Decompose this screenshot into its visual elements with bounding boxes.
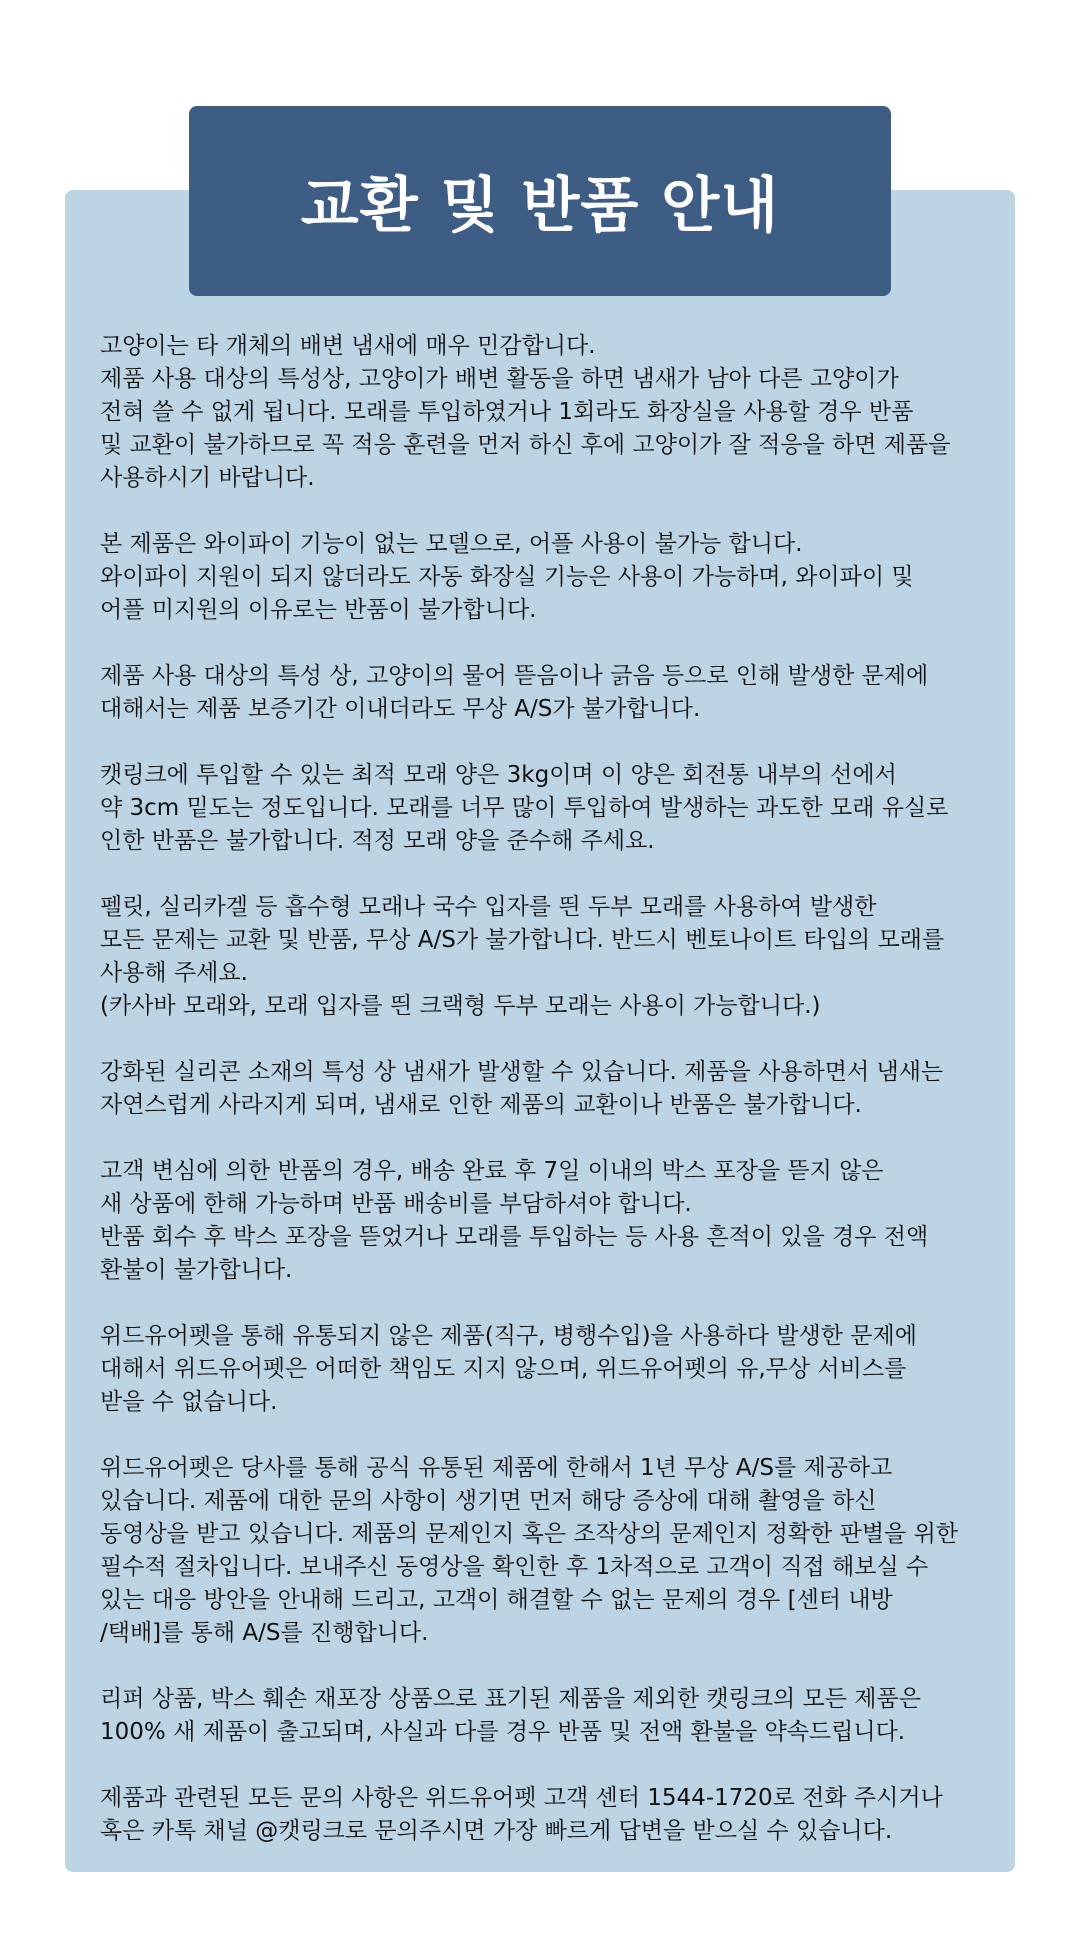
notice-paragraph [100, 1683, 1005, 1749]
paragraph-line: 있는 대응 방안을 안내해 드리고, 고객이 해결할 수 없는 문제의 경우 [센터 내방 [100, 1587, 893, 1613]
paragraph-line: 펠릿, 실리카겔 등 흡수형 모래나 국수 입자를 띈 두부 모래를 사용하여 발생한 [100, 894, 877, 920]
notice-paragraph [100, 1056, 1005, 1122]
paragraph-line: 혹은 카톡 채널 @캣링크로 문의주시면 가장 빠르게 답변을 받으실 수 있습니다. [100, 1818, 893, 1844]
paragraph-line: 강화된 실리콘 소재의 특성 상 냄새가 발생할 수 있습니다. 제품을 사용하면서 냄새는 [100, 1059, 944, 1085]
paragraph-line: 대해서 위드유어펫은 어떠한 책임도 지지 않으며, 위드유어펫의 유,무상 서비스를 [100, 1356, 907, 1382]
paragraph-line: 본 제품은 와이파이 기능이 없는 모델으로, 어플 사용이 불가능 합니다. [100, 531, 803, 557]
paragraph-line: 새 상품에 한해 가능하며 반품 배송비를 부담하셔야 합니다. [100, 1191, 692, 1217]
paragraph-line: 필수적 절차입니다. 보내주신 동영상을 확인한 후 1차적으로 고객이 직접 해보실 수 [100, 1554, 929, 1580]
paragraph-line: 고객 변심에 의한 반품의 경우, 배송 완료 후 7일 이내의 박스 포장을 뜯지 않은 [100, 1158, 884, 1184]
notice-paragraph [100, 1320, 1005, 1419]
paragraph-line: 100% 새 제품이 출고되며, 사실과 다를 경우 반품 및 전액 환불을 약속드립니다. [100, 1719, 906, 1745]
paragraph-line: 및 교환이 불가하므로 꼭 적응 훈련을 먼저 하신 후에 고양이가 잘 적응을 하면 제품을 [100, 432, 951, 458]
paragraph-line: 동영상을 받고 있습니다. 제품의 문제인지 혹은 조작상의 문제인지 정확한 판별을 위한 [100, 1521, 959, 1547]
paragraph-line: 사용하시기 바랍니다. [100, 465, 315, 491]
notice-paragraph [100, 660, 1005, 726]
paragraph-line: 자연스럽게 사라지게 되며, 냄새로 인한 제품의 교환이나 반품은 불가합니다. [100, 1092, 862, 1118]
paragraph-line: 위드유어펫을 통해 유통되지 않은 제품(직구, 병행수입)을 사용하다 발생한 문제에 [100, 1323, 917, 1349]
paragraph-line: 제품과 관련된 모든 문의 사항은 위드유어펫 고객 센터 1544-1720로 전화 주시거나 [100, 1785, 943, 1811]
paragraph-line: 제품 사용 대상의 특성 상, 고양이의 물어 뜯음이나 긁음 등으로 인해 발생한 문제에 [100, 663, 929, 689]
paragraph-line: 받을 수 없습니다. [100, 1389, 278, 1415]
paragraph-line: (카사바 모래와, 모래 입자를 띈 크랙형 두부 모래는 사용이 가능합니다.) [100, 993, 821, 1019]
paragraph-line: 위드유어펫은 당사를 통해 공식 유통된 제품에 한해서 1년 무상 A/S를 제공하고 [100, 1455, 893, 1481]
paragraph-line: 사용해 주세요. [100, 960, 248, 986]
notice-paragraph [100, 891, 1005, 1023]
notice-paragraph [100, 1155, 1005, 1287]
notice-paragraph [100, 759, 1005, 858]
page-title: 교환 및 반품 안내 [300, 171, 780, 241]
paragraph-line: 환불이 불가합니다. [100, 1257, 293, 1283]
paragraph-line: 대해서는 제품 보증기간 이내더라도 무상 A/S가 불가합니다. [100, 696, 701, 722]
notice-content [100, 330, 1005, 1881]
notice-paragraph [100, 330, 1005, 495]
paragraph-line: 리퍼 상품, 박스 훼손 재포장 상품으로 표기된 제품을 제외한 캣링크의 모든 제품은 [100, 1686, 921, 1712]
paragraph-line: 약 3cm 밑도는 정도입니다. 모래를 너무 많이 투입하여 발생하는 과도한 모래 유실로 [100, 795, 949, 821]
paragraph-line: 있습니다. 제품에 대한 문의 사항이 생기면 먼저 해당 증상에 대해 촬영을 하신 [100, 1488, 877, 1514]
paragraph-line: 캣링크에 투입할 수 있는 최적 모래 양은 3kg이며 이 양은 회전통 내부의 선에서 [100, 762, 897, 788]
notice-paragraph [100, 528, 1005, 627]
notice-paragraph [100, 1452, 1005, 1650]
paragraph-line: 전혀 쓸 수 없게 됩니다. 모래를 투입하였거나 1회라도 화장실을 사용할 경우 반품 [100, 399, 914, 425]
paragraph-line: 모든 문제는 교환 및 반품, 무상 A/S가 불가합니다. 반드시 벤토나이트 타입의 모래를 [100, 927, 945, 953]
paragraph-line: 인한 반품은 불가합니다. 적정 모래 양을 준수해 주세요. [100, 828, 655, 854]
paragraph-line: /택배]를 통해 A/S를 진행합니다. [100, 1620, 429, 1646]
paragraph-line: 제품 사용 대상의 특성상, 고양이가 배변 활동을 하면 냄새가 남아 다른 고양이가 [100, 366, 899, 392]
paragraph-line: 고양이는 타 개체의 배변 냄새에 매우 민감합니다. [100, 333, 596, 359]
paragraph-line: 와이파이 지원이 되지 않더라도 자동 화장실 기능은 사용이 가능하며, 와이파이 및 [100, 564, 914, 590]
paragraph-line: 반품 회수 후 박스 포장을 뜯었거나 모래를 투입하는 등 사용 흔적이 있을 경우 전액 [100, 1224, 929, 1250]
paragraph-line: 어플 미지원의 이유로는 반품이 불가합니다. [100, 597, 537, 623]
notice-paragraph [100, 1782, 1005, 1848]
title-banner [189, 106, 891, 296]
